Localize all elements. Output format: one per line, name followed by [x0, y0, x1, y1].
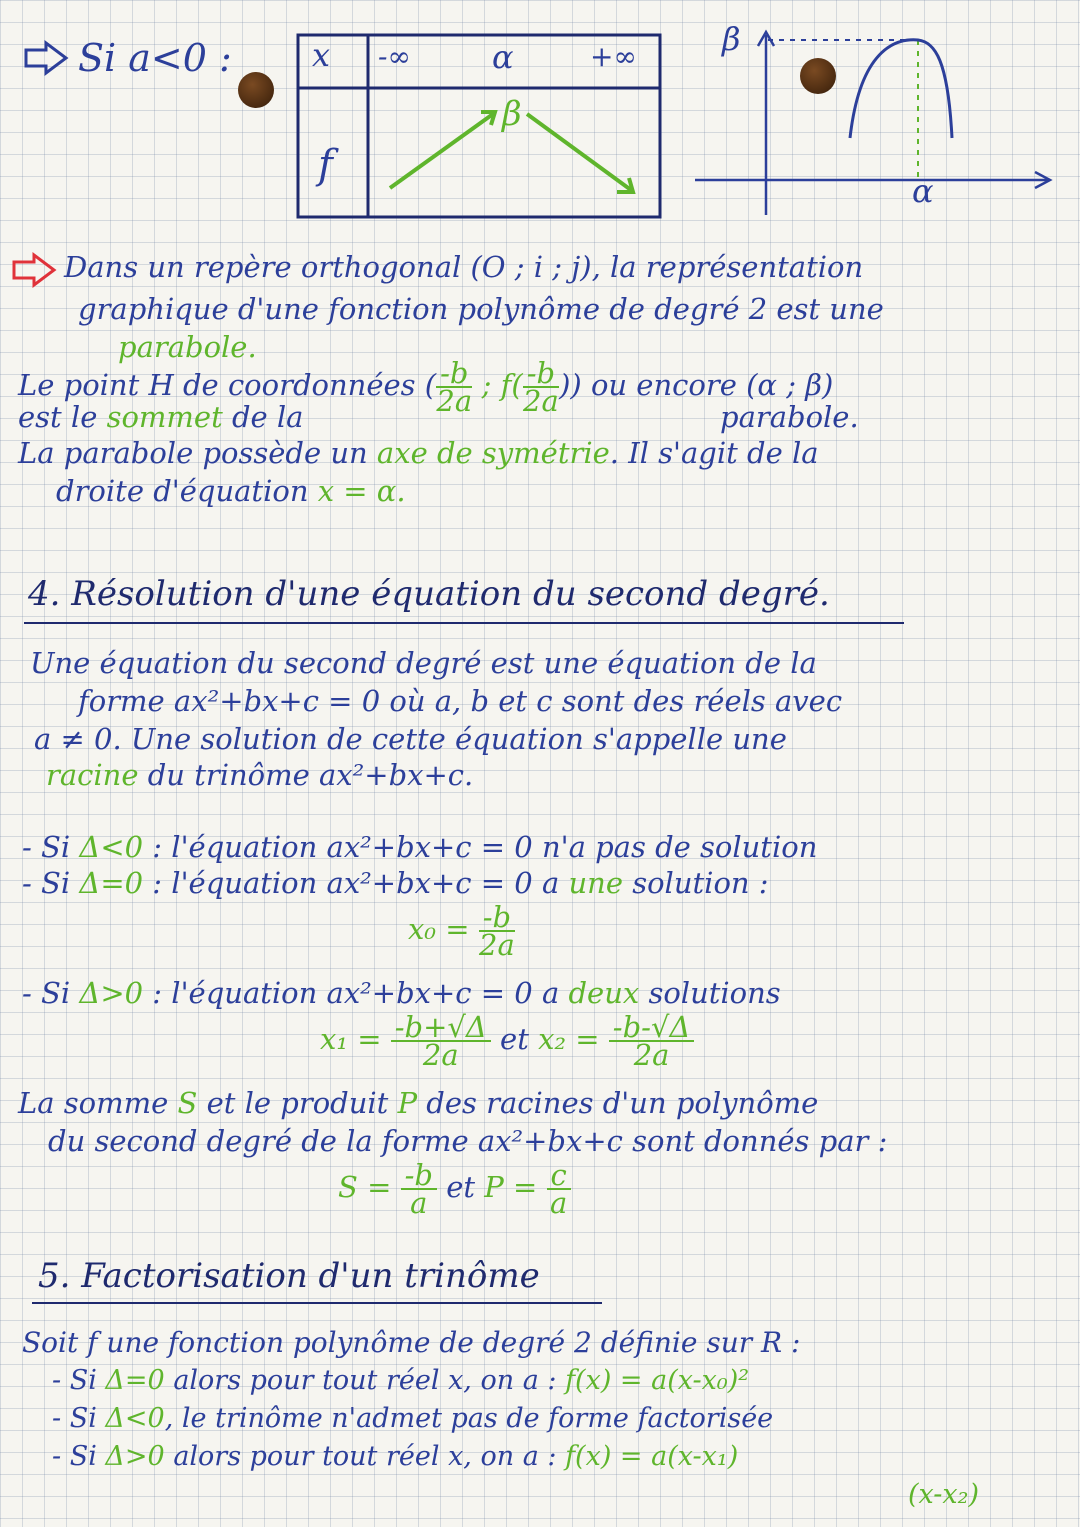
s5-case-positive: - Si Δ>0 alors pour tout réel x, on a : f(x) = a(x-x₁) — [52, 1441, 739, 1472]
s4-x0-formula: x₀ = $\frac{-b}{2a}$ — [408, 900, 515, 962]
parabola-line-7: droite d'équation x = α. — [56, 474, 406, 508]
s4-sum-product-line-1: La somme S et le produit P des racines d'un polynôme — [18, 1086, 819, 1120]
parabola-line-5: est le sommet de la — [18, 400, 304, 434]
parabola-line-6: La parabole possède un axe de symétrie. Il s'agit de la — [18, 436, 819, 470]
s4-case-negative: - Si Δ<0 : l'équation ax²+bx+c = 0 n'a pas de solution — [22, 830, 818, 864]
s4-p1-line-2: forme ax²+bx+c = 0 où a, b et c sont des réels avec — [78, 684, 843, 718]
table-x-header: x — [312, 36, 331, 74]
graph-x-label-alpha: α — [912, 172, 934, 210]
parabola-line-3: parabole. — [118, 330, 257, 364]
s4-case-positive: - Si Δ>0 : l'équation ax²+bx+c = 0 a deux solutions — [22, 976, 781, 1010]
s4-sum-product-line-2: du second degré de la forme ax²+bx+c sont donnés par : — [48, 1124, 888, 1158]
binder-hole-top-left — [238, 72, 274, 108]
s4-case-zero: - Si Δ=0 : l'équation ax²+bx+c = 0 a une solution : — [22, 866, 769, 900]
s4-p1-line-1: Une équation du second degré est une équation de la — [30, 646, 817, 680]
table-x-alpha: α — [492, 38, 514, 76]
s4-roots-formula: x₁ = $\frac{-b+√\Delta}{2a}$ et x₂ = $\frac{-b-√\Delta}{2a}$ — [320, 1014, 694, 1068]
parabola-line-5-end: parabole. — [720, 400, 859, 434]
parabola-line-1: Dans un repère orthogonal (O ; i ; j), la représentation — [64, 250, 864, 284]
parabola-graph — [690, 20, 1060, 220]
section-4-underline — [24, 622, 904, 624]
table-peak-beta: β — [502, 94, 522, 134]
s5-case-negative: - Si Δ<0, le trinôme n'admet pas de forme factorisée — [52, 1403, 774, 1434]
s4-p1-line-3: a ≠ 0. Une solution de cette équation s'appelle une — [34, 722, 787, 756]
parabola-line-4: Le point H de coordonnées ( $\frac{-b}{2a}$ ; f( $\frac{-b}{2a}$ )) ou encore (α ; β) — [18, 356, 834, 418]
s5-intro: Soit f une fonction polynôme de degré 2 définie sur R : — [22, 1326, 801, 1359]
section-5-title: 5. Factorisation d'un trinôme — [38, 1256, 540, 1296]
table-f-label: f — [318, 142, 333, 188]
section-4-title: 4. Résolution d'une équation du second degré. — [28, 574, 830, 614]
arrow-icon — [10, 252, 58, 288]
arrow-icon — [22, 40, 70, 76]
parabola-line-2: graphique d'une fonction polynôme de degré 2 est une — [78, 292, 884, 326]
s4-sum-product-formula: S = $\frac{-b}{a}$ et P = $\frac{c}{a}$ — [338, 1162, 571, 1216]
s5-case-positive-factor: (x-x₂) — [908, 1479, 979, 1510]
table-x-plus-infinity: +∞ — [590, 40, 637, 73]
s5-case-zero: - Si Δ=0 alors pour tout réel x, on a : f(x) = a(x-x₀)² — [52, 1365, 750, 1396]
section-5-underline — [32, 1302, 602, 1304]
graph-y-label-beta: β — [722, 20, 741, 58]
table-x-minus-infinity: -∞ — [378, 40, 411, 73]
s4-p1-line-4: racine du trinôme ax²+bx+c. — [46, 758, 474, 792]
condition-label: Si a<0 : — [78, 36, 232, 80]
